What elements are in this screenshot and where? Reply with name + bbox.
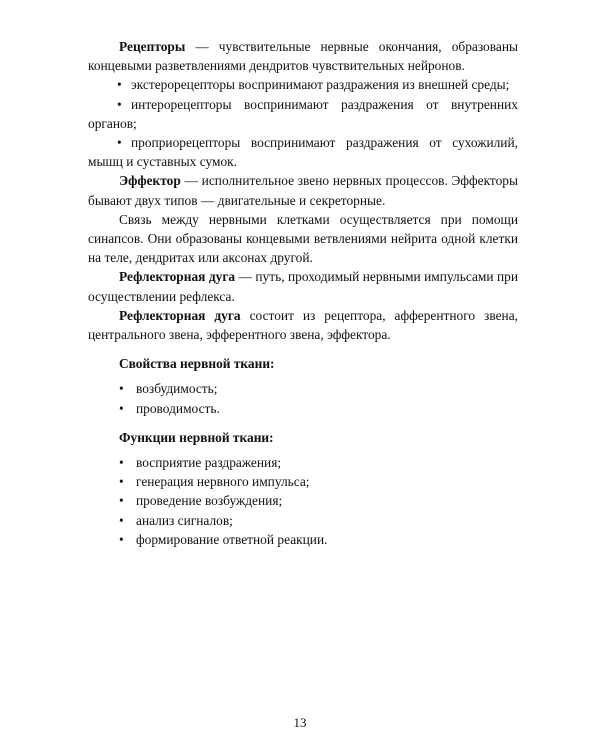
reflex-arc-term: Рефлекторная дуга	[119, 269, 236, 285]
receptor-type-item	[88, 133, 518, 171]
list-item-text: анализ сигналов;	[136, 512, 233, 528]
list-item	[88, 399, 518, 418]
reflex-arc-structure-paragraph	[88, 306, 518, 344]
list-item	[88, 530, 518, 549]
list-item	[88, 511, 518, 530]
receptors-term: Рецепторы	[119, 39, 186, 54]
receptor-type-text: интерорецепторы воспринимают раздражения от внутренних органов;	[88, 96, 518, 131]
list-item	[88, 472, 518, 491]
reflex-arc-definition: — путь, проходимый нервными импульсами при осуществлении рефлекса.	[88, 269, 518, 304]
list-item-text: возбудимость;	[136, 381, 218, 397]
list-item	[88, 379, 518, 398]
list-item	[88, 453, 518, 472]
receptor-type-item	[88, 75, 518, 94]
bullet-icon: •	[117, 77, 122, 93]
list-item-text: генерация нервного импульса;	[136, 474, 310, 490]
list-item-text: формирование ответной реакции.	[136, 531, 328, 547]
properties-list	[88, 379, 518, 417]
functions-heading: Функции нервной ткани:	[119, 429, 274, 445]
list-item-text: проведение возбуждения;	[136, 493, 283, 509]
bullet-icon: •	[119, 531, 124, 547]
receptor-type-item	[88, 95, 518, 133]
bullet-icon: •	[117, 96, 122, 112]
bullet-icon: •	[119, 474, 124, 490]
bullet-icon: •	[119, 400, 124, 416]
receptors-paragraph	[88, 37, 518, 75]
bullet-icon: •	[117, 135, 122, 151]
bullet-icon: •	[119, 493, 124, 509]
reflex-arc-paragraph	[88, 267, 518, 305]
receptor-type-text: проприорецепторы воспринимают раздражения от сухожилий, мышц и суставных сумок.	[88, 135, 518, 170]
reflex-arc-structure-term: Рефлекторная дуга	[119, 307, 241, 323]
synapse-paragraph: Связь между нервными клетками осуществляется при помощи синапсов. Они образованы концевыми ветвлениями нейрита одной клетки на теле, дендритах или аксонах другой.	[88, 211, 518, 266]
functions-list	[88, 453, 518, 549]
reflex-arc-structure-definition: состоит из рецептора, афферентного звена, центрального звена, эфферентного звена, эффектора.	[88, 307, 518, 343]
effector-term: Эффектор	[119, 173, 181, 189]
properties-heading: Свойства нервной ткани:	[119, 356, 275, 372]
effector-paragraph	[88, 171, 518, 209]
receptor-type-text: экстерорецепторы воспринимают раздражения из внешней среды;	[131, 77, 510, 93]
effector-definition: — исполнительное звено нервных процессов. Эффекторы бывают двух типов — двигательные и секреторные.	[88, 173, 518, 208]
page-number: 13	[293, 715, 307, 730]
list-item	[88, 491, 518, 510]
list-item-text: восприятие раздражения;	[136, 455, 282, 471]
page-content	[88, 37, 518, 549]
receptors-definition: — чувствительные нервные окончания, образованы концевыми разветвлениями дендритов чувствительных нейронов.	[88, 39, 518, 74]
list-item-text: проводимость.	[136, 400, 220, 416]
bullet-icon: •	[119, 455, 124, 471]
bullet-icon: •	[119, 512, 124, 528]
bullet-icon: •	[119, 381, 124, 397]
